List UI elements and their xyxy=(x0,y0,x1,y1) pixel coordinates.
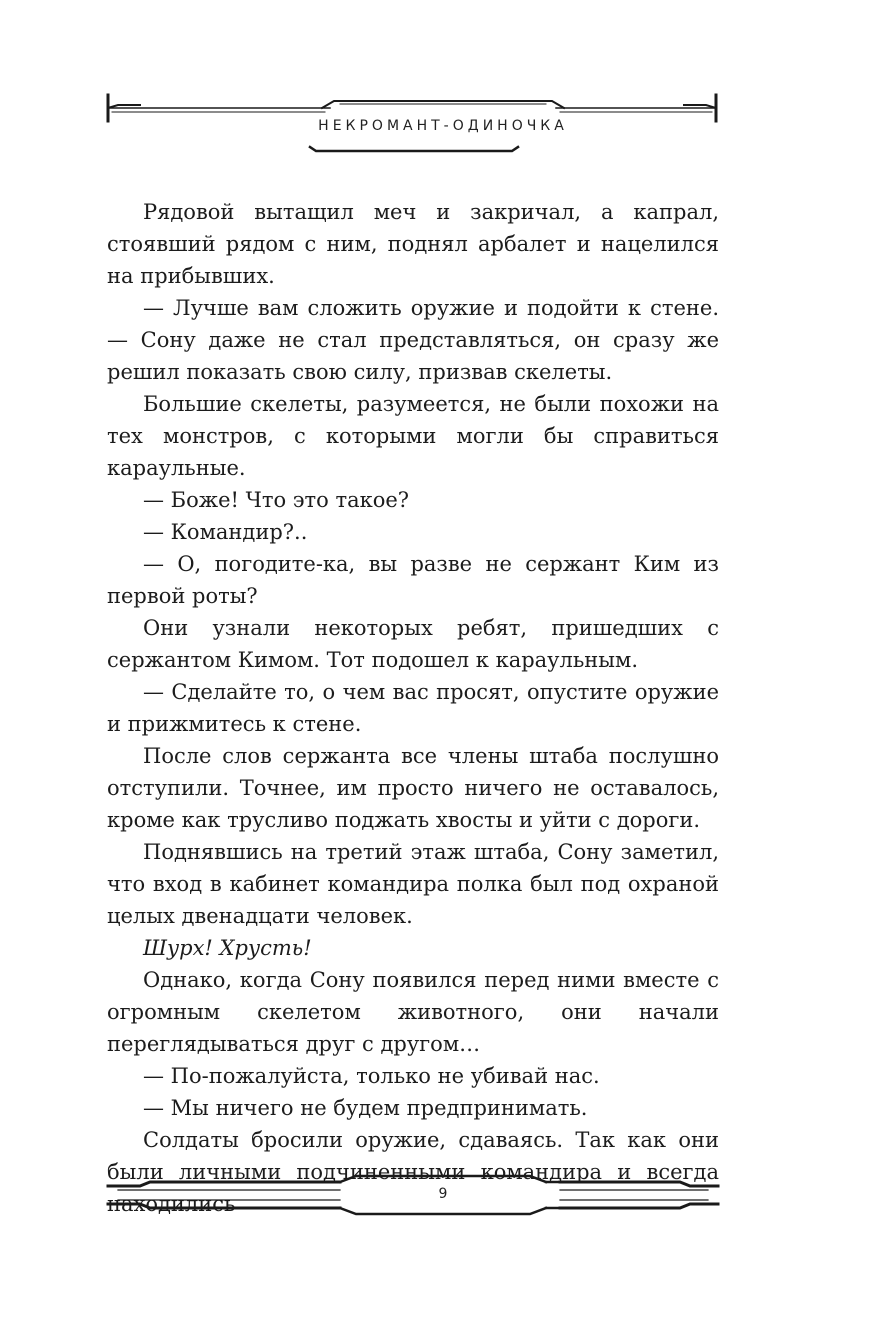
running-title: НЕКРОМАНТ-ОДИНОЧКА xyxy=(318,118,568,134)
page-number: 9 xyxy=(438,1186,448,1202)
paragraph: Однако, когда Сону появился перед ними вместе с огромным скелетом животного, они начали переглядываться друг с другом… xyxy=(107,968,719,1056)
paragraph: Солдаты бросили оружие, сдаваясь. Так как они были личными подчиненными командира и всегда находились xyxy=(107,1128,719,1216)
paragraph: После слов сержанта все члены штаба послушно отступили. Точнее, им просто ничего не оставалось, кроме как трусливо поджать хвосты и уйти с дороги. xyxy=(107,744,719,832)
paragraph: Рядовой вытащил меч и закричал, а капрал, стоявший рядом с ним, поднял арбалет и нацелился на прибывших. xyxy=(107,200,719,288)
paragraph: — Боже! Что это такое? xyxy=(143,488,410,512)
paragraph: — О, погодите-ка, вы разве не сержант Ким из первой роты? xyxy=(107,552,719,608)
paragraph: Большие скелеты, разумеется, не были похожи на тех монстров, с которыми могли бы справиться караульные. xyxy=(107,392,719,480)
paragraph: — По-пожалуйста, только не убивай нас. xyxy=(143,1064,600,1088)
paragraph: Поднявшись на третий этаж штаба, Сону заметил, что вход в кабинет командира полка был под охраной целых двенадцати человек. xyxy=(107,840,719,928)
page-body xyxy=(107,196,719,1220)
paragraph: — Командир?.. xyxy=(143,520,308,544)
paragraph-sound-effect: Шурх! Хрусть! xyxy=(143,936,312,960)
paragraph: — Сделайте то, о чем вас просят, опустите оружие и прижмитесь к стене. xyxy=(107,680,719,736)
paragraph: Они узнали некоторых ребят, пришедших с сержантом Кимом. Тот подошел к караульным. xyxy=(107,616,719,672)
paragraph: — Мы ничего не будем предпринимать. xyxy=(143,1096,588,1120)
paragraph: — Лучше вам сложить оружие и подойти к стене. — Сону даже не стал представляться, он сразу же решил показать свою силу, призвав скелеты. xyxy=(107,296,719,384)
